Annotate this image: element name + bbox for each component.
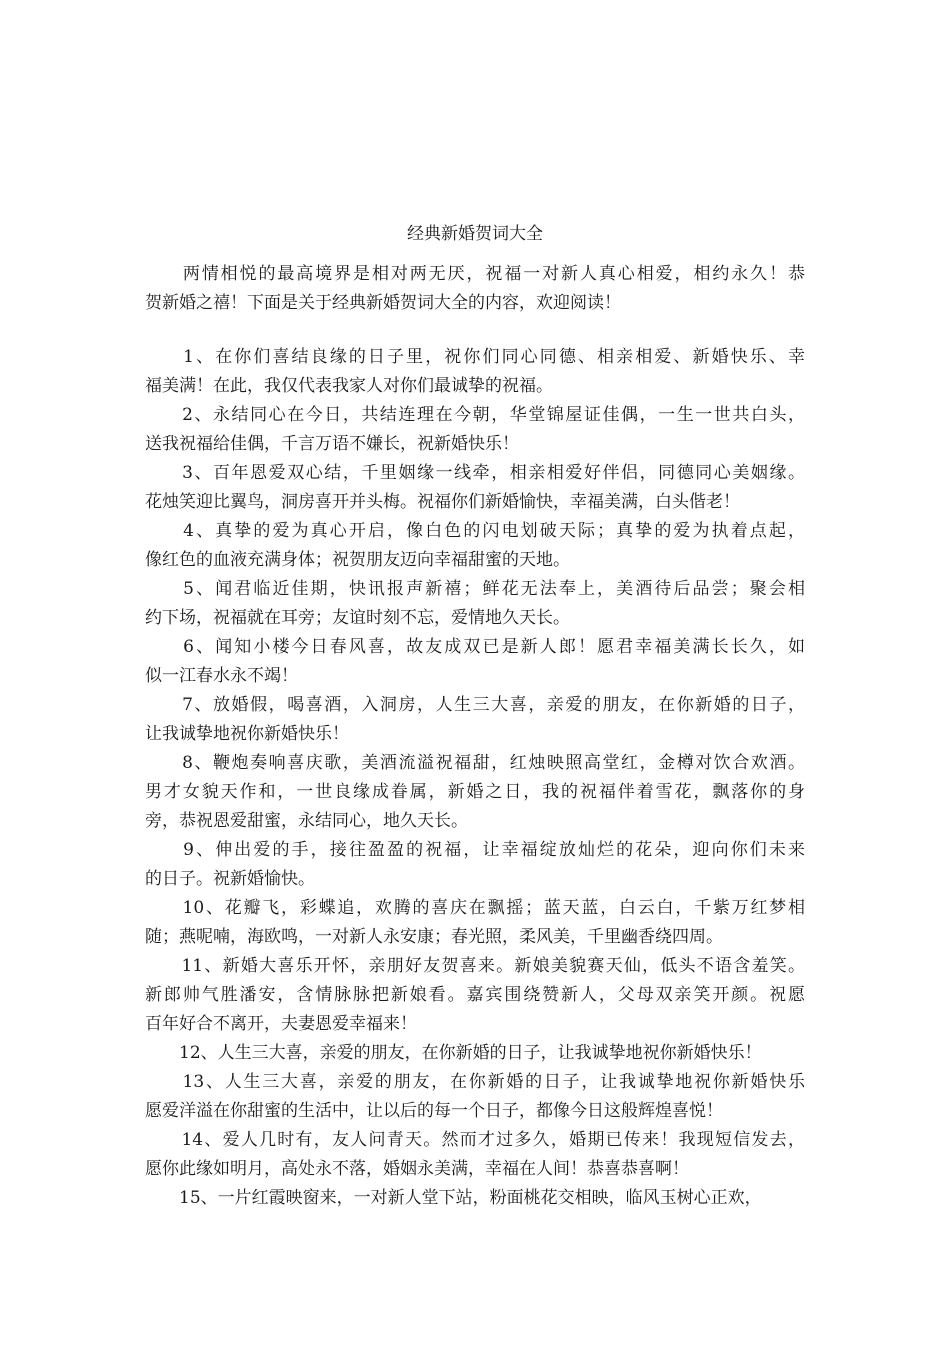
blessing-item xyxy=(145,836,805,894)
blessing-line: 2、永结同心在今日，共结连理在今朝，华堂锦屋证佳偶，一生一世共白头， xyxy=(145,405,805,425)
blessing-line: 14、爱人几时有，友人问青天。然而才过多久，婚期已传来！我现短信发去， xyxy=(145,1130,805,1150)
blessing-line: 愿你此缘如明月，高处永不落，婚姻永美满，幸福在人间！恭喜恭喜啊！ xyxy=(145,1159,689,1179)
blessing-line: 13、人生三大喜，亲爱的朋友，在你新婚的日子，让我诚挚地祝你新婚快乐 xyxy=(145,1072,805,1092)
document-title: 经典新婚贺词大全 xyxy=(407,224,543,244)
blessing-item xyxy=(145,343,805,401)
blessing-line: 像红色的血液充满身体；祝贺朋友迈向幸福甜蜜的天地。 xyxy=(145,550,570,570)
blessing-line: 愿爱洋溢在你甜蜜的生活中，让以后的每一个日子，都像今日这般辉煌喜悦！ xyxy=(145,1101,723,1121)
blessings-list xyxy=(145,343,805,1213)
blessing-line: 约下场，祝福就在耳旁；友谊时刻不忘，爱情地久天长。 xyxy=(145,608,570,628)
blessing-line: 百年好合不离开，夫妻恩爱幸福来！ xyxy=(145,1014,417,1034)
blessing-item xyxy=(145,575,805,633)
blessing-line: 旁，恭祝恩爱甜蜜，永结同心，地久天长。 xyxy=(145,811,468,831)
blessing-line: 男才女貌天作和，一世良缘成眷属，新婚之日，我的祝福伴着雪花，飘落你的身 xyxy=(145,782,805,802)
blessing-line: 让我诚挚地祝你新婚快乐！ xyxy=(145,724,349,744)
blessing-item xyxy=(145,459,805,517)
blessing-line: 15、一片红霞映窗来，一对新人堂下站，粉面桃花交相映，临风玉树心正欢， xyxy=(145,1188,762,1208)
blessing-item xyxy=(145,1126,805,1184)
blessing-line: 送我祝福给佳偶，千言万语不嫌长，祝新婚快乐！ xyxy=(145,434,519,454)
blessing-line: 6、闻知小楼今日春风喜，故友成双已是新人郎！愿君幸福美满长长久，如 xyxy=(145,637,805,657)
blessing-line: 新郎帅气胜潘安，含情脉脉把新娘看。嘉宾围绕赞新人，父母双亲笑开颜。祝愿 xyxy=(145,985,805,1005)
intro-paragraph xyxy=(145,260,805,318)
blessing-line: 4、真挚的爱为真心开启，像白色的闪电划破天际；真挚的爱为执着点起， xyxy=(145,521,805,541)
blessing-line: 8、鞭炮奏响喜庆歌，美酒流溢祝福甜，红烛映照高堂红，金樽对饮合欢酒。 xyxy=(145,753,805,773)
intro-line: 两情相悦的最高境界是相对两无厌，祝福一对新人真心相爱，相约永久！恭 xyxy=(145,264,805,284)
blessing-line: 7、放婚假，喝喜酒，入洞房，人生三大喜，亲爱的朋友，在你新婚的日子， xyxy=(145,695,805,715)
blessing-line: 似一江春水永不竭！ xyxy=(145,666,298,686)
blessing-item xyxy=(145,1068,805,1126)
blessing-line: 3、百年恩爱双心结，千里姻缘一线牵，相亲相爱好伴侣，同德同心美姻缘。 xyxy=(145,463,805,483)
blessing-item xyxy=(145,1039,805,1068)
intro-line: 贺新婚之禧！下面是关于经典新婚贺词大全的内容，欢迎阅读！ xyxy=(145,293,621,313)
blessing-line: 5、闻君临近佳期，快讯报声新禧；鲜花无法奉上，美酒待后品尝；聚会相 xyxy=(145,579,805,599)
blessing-item xyxy=(145,633,805,691)
blessing-item xyxy=(145,401,805,459)
blessing-line: 花烛笑迎比翼鸟，洞房喜开并头梅。祝福你们新婚愉快，幸福美满，白头偕老！ xyxy=(145,492,740,512)
blessing-line: 1、在你们喜结良缘的日子里，祝你们同心同德、相亲相爱、新婚快乐、幸 xyxy=(145,347,805,367)
blessing-line: 12、人生三大喜，亲爱的朋友，在你新婚的日子，让我诚挚地祝你新婚快乐！ xyxy=(145,1043,762,1063)
blessing-line: 11、新婚大喜乐开怀，亲朋好友贺喜来。新娘美貌赛天仙，低头不语含羞笑。 xyxy=(145,956,805,976)
blessing-item xyxy=(145,1184,805,1213)
blessing-item xyxy=(145,894,805,952)
blessing-line: 的日子。祝新婚愉快。 xyxy=(145,869,315,889)
blessing-line: 福美满！在此，我仅代表我家人对你们最诚挚的祝福。 xyxy=(145,376,553,396)
blessing-item xyxy=(145,517,805,575)
blessing-item xyxy=(145,749,805,836)
blessing-line: 9、伸出爱的手，接往盈盈的祝福，让幸福绽放灿烂的花朵，迎向你们未来 xyxy=(145,840,805,860)
blessing-line: 随；燕呢喃，海欧鸣，一对新人永安康；春光照，柔风美，千里幽香绕四周。 xyxy=(145,927,723,947)
blessing-item xyxy=(145,952,805,1039)
blessing-line: 10、花瓣飞，彩蝶追，欢腾的喜庆在飘摇；蓝天蓝，白云白，千紫万红梦相 xyxy=(145,898,805,918)
blessing-item xyxy=(145,691,805,749)
